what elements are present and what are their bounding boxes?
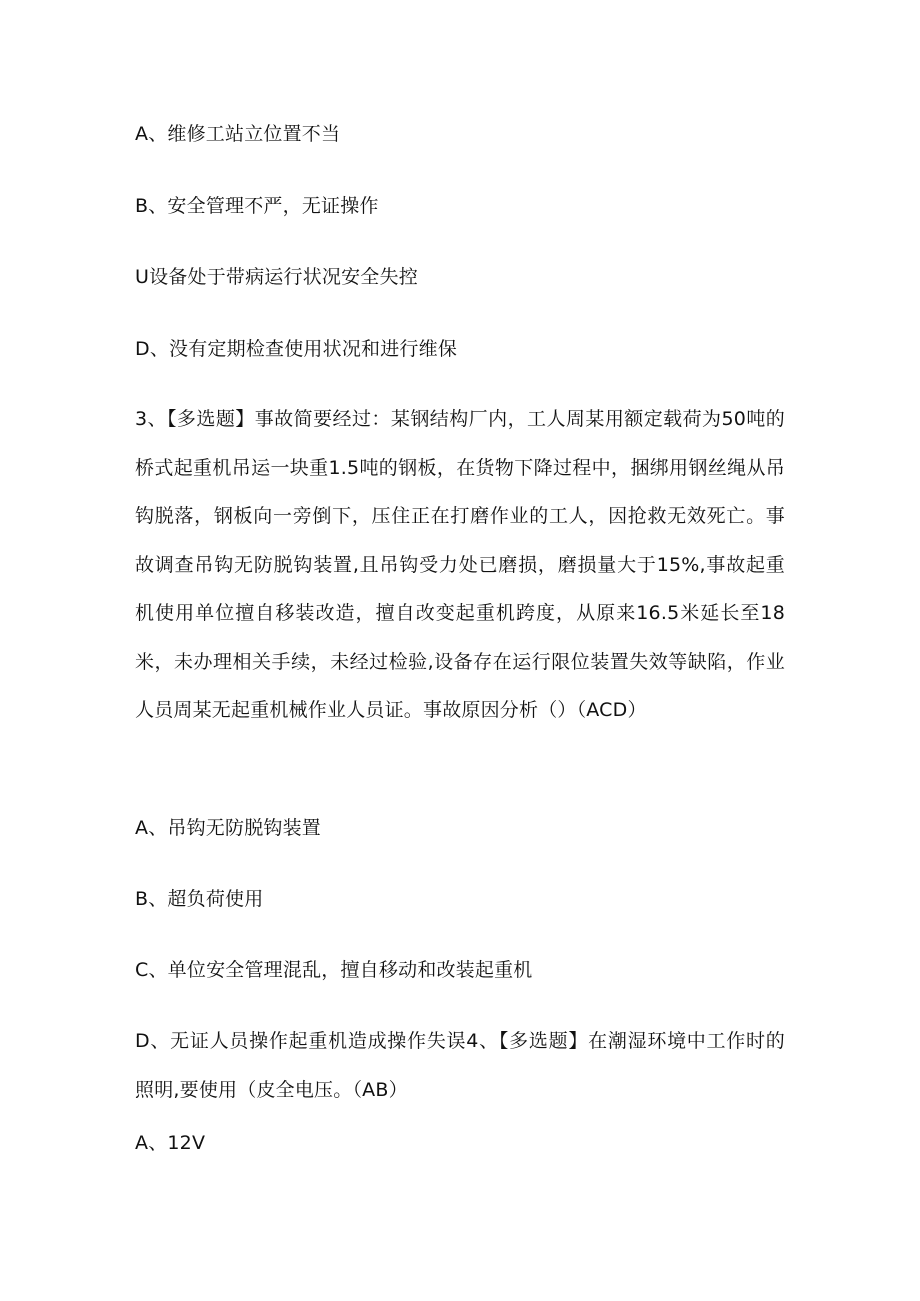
- q2-option-d: D、没有定期检查使用状况和进行维保: [135, 338, 458, 360]
- q2-option-c: U设备处于带病运行状况安全失控: [135, 266, 418, 288]
- q2-option-a: A、维修工站立位置不当: [135, 123, 341, 145]
- q2-option-b: B、安全管理不严，无证操作: [135, 195, 379, 217]
- q3-option-d-and-q4-stem: D、无证人员操作起重机造成操作失误4、【多选题】在潮湿环境中工作时的照明,要使用（皮全电压。（AB）: [135, 1030, 785, 1101]
- q3-option-c: C、单位安全管理混乱，擅自移动和改装起重机: [135, 959, 533, 981]
- q3-option-a: A、吊钩无防脱钩装置: [135, 817, 321, 839]
- q4-option-a: A、12V: [135, 1132, 206, 1154]
- q3-question-stem: 3、【多选题】事故简要经过：某钢结构厂内，工人周某用额定载荷为50吨的桥式起重机吊运一块重1.5吨的钢板，在货物下降过程中，捆绑用钢丝绳从吊钩脱落，钢板向一旁倒下，压住正在打磨作业的工人，因抢救无效死亡。事故调查吊钩无防脱钩装置,且吊钩受力处已磨损，磨损量大于15%,事故起重机使用单位擅自移装改造，擅自改变起重机跨度，从原来16.5米延长至18米，未办理相关手续，未经过检验,设备存在运行限位装置失效等缺陷，作业人员周某无起重机械作业人员证。事故原因分析（）（ACD）: [135, 408, 785, 721]
- q3-option-b: B、超负荷使用: [135, 888, 264, 910]
